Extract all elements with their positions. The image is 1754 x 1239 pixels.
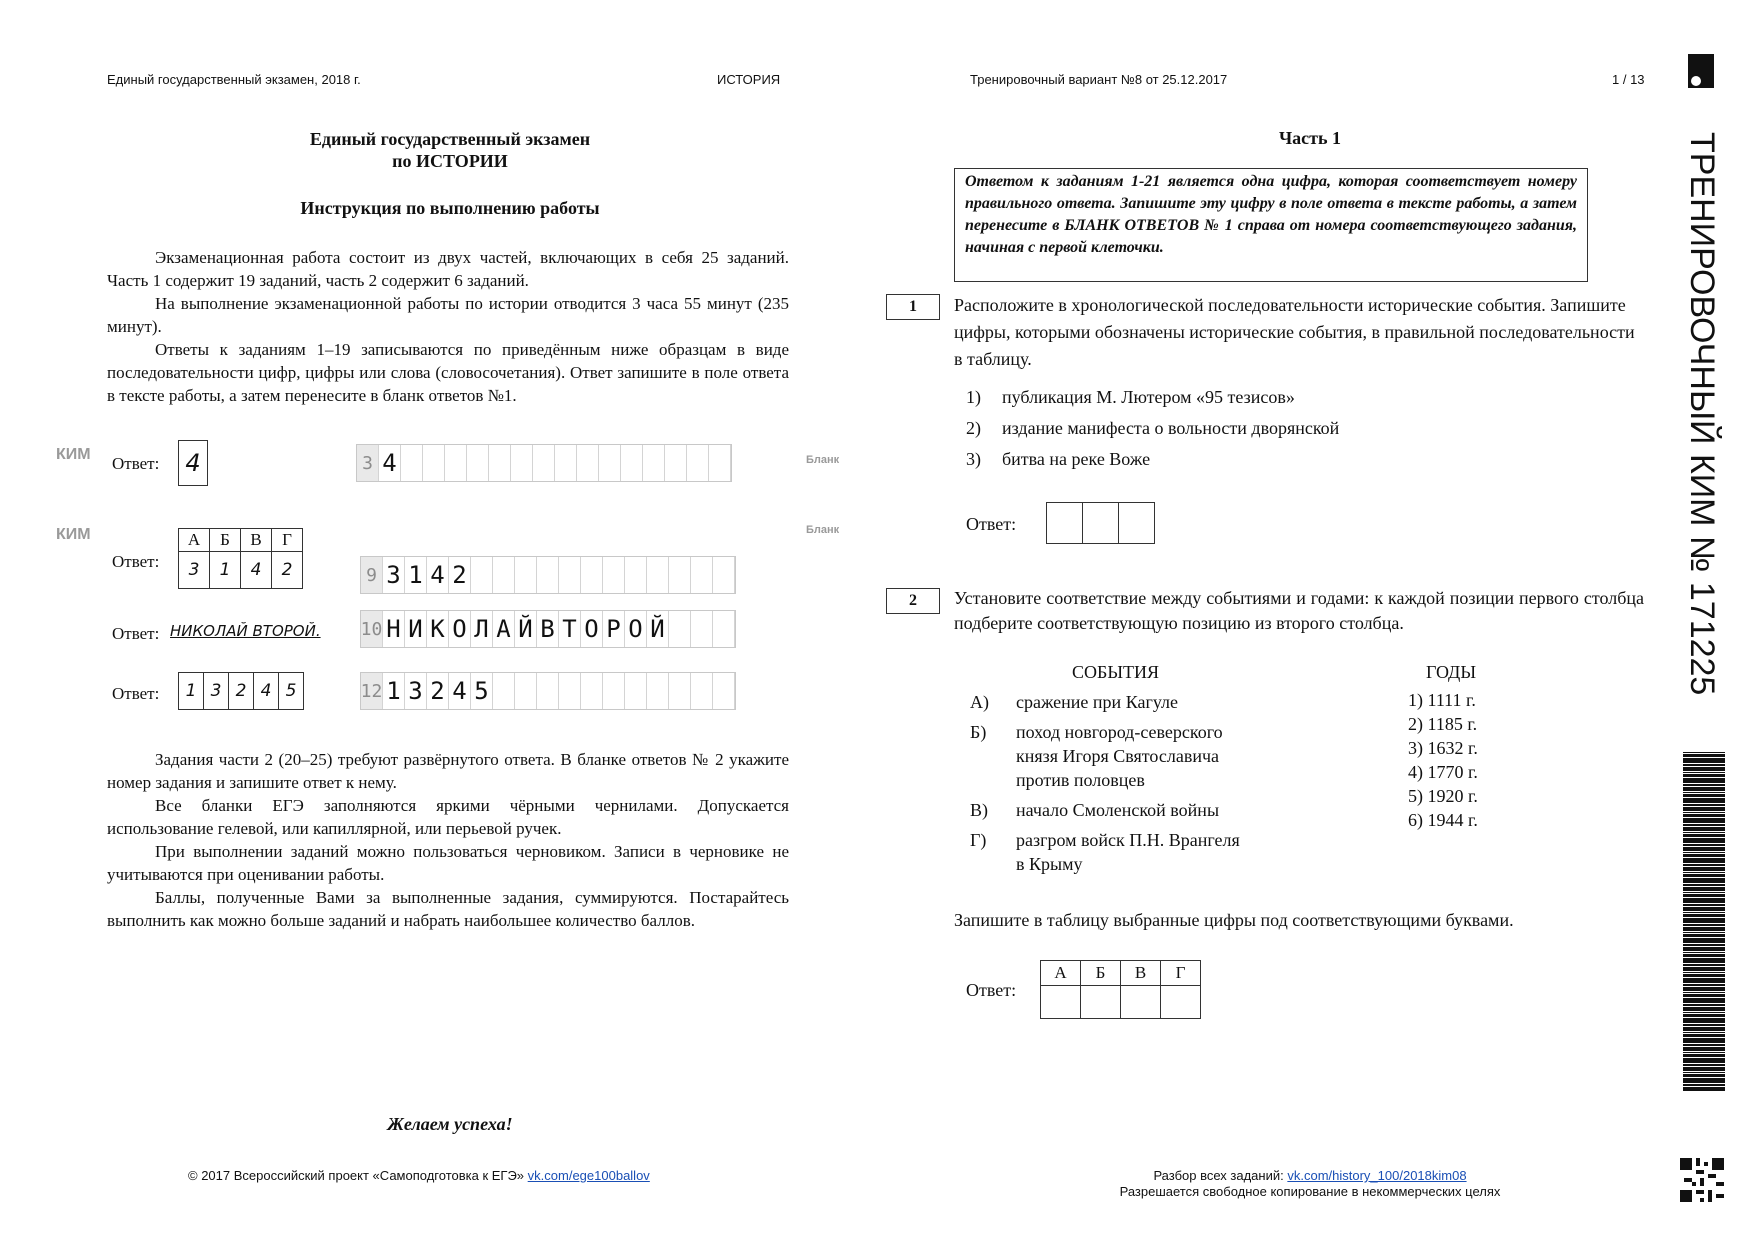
- table-header-cell: Б: [210, 529, 241, 552]
- table-header-cell: Г: [1161, 961, 1201, 986]
- blank-cell: 4: [379, 445, 401, 481]
- answer-label: Ответ:: [112, 624, 160, 643]
- answer-cell[interactable]: [1041, 986, 1081, 1019]
- blank-cell: Р: [603, 611, 625, 647]
- instructions-block-1: [107, 246, 789, 407]
- part-title: Часть 1: [1278, 128, 1342, 148]
- blank-task-number: 9: [361, 557, 383, 593]
- blank-cell: И: [405, 611, 427, 647]
- blank-cell: О: [581, 611, 603, 647]
- task2-text: Установите соответствие между событиями и годами: к каждой позиции первого столбца подберите соответствующую позицию из второго столбца.: [954, 588, 1644, 633]
- answer-cell[interactable]: [1161, 986, 1201, 1019]
- blank-cell: В: [537, 611, 559, 647]
- sequence-cell: 4: [254, 673, 279, 710]
- exam-title: [250, 128, 650, 172]
- blank-task-number: 12: [361, 673, 383, 709]
- table-value-cell: 3: [179, 552, 210, 589]
- list-item: 2) 1185 г.: [1408, 714, 1478, 734]
- years-list: [1408, 688, 1478, 832]
- task1-items: [966, 382, 1339, 475]
- list-item: 3) 1632 г.: [1408, 738, 1478, 758]
- blank-cell: 3: [405, 673, 427, 709]
- blank-cell: О: [449, 611, 471, 647]
- list-item: 1) 1111 г.: [1408, 690, 1476, 710]
- instruction-paragraph: Задания части 2 (20–25) требуют развёрнутого ответа. В бланке ответов № 2 укажите номер задания и запишите ответ к нему.: [107, 750, 789, 792]
- header-page-number: 1 / 13: [1612, 72, 1645, 87]
- list-item: 1) публикация М. Лютером «95 тезисов»: [966, 387, 1295, 407]
- footer-right: [1000, 1168, 1620, 1200]
- events-list: [970, 690, 1290, 876]
- task-number-box: 2: [886, 588, 940, 614]
- footer-left: [188, 1168, 650, 1183]
- task2-instruction: Запишите в таблицу выбранные цифры под соответствующими буквами.: [954, 910, 1514, 930]
- blank-task-number: 10: [361, 611, 383, 647]
- blank-cell: Н: [383, 611, 405, 647]
- blank-cell: О: [625, 611, 647, 647]
- sequence-cell: 3: [204, 673, 229, 710]
- header-subject: ИСТОРИЯ: [717, 72, 781, 87]
- blank-cell: 4: [449, 673, 471, 709]
- list-item: Б) поход новгород-северского князя Игоря Святославича против половцев: [970, 722, 1223, 790]
- answer-label: Ответ:: [112, 684, 160, 703]
- footer-copyright: © 2017 Всероссийский проект «Самоподготовка к ЕГЭ»: [188, 1168, 525, 1183]
- kim-label: КИМ: [56, 446, 91, 463]
- blank-cell: Т: [559, 611, 581, 647]
- list-item: 5) 1920 г.: [1408, 786, 1478, 806]
- blank-example-2: [360, 556, 736, 594]
- blank-cell: 4: [427, 557, 449, 593]
- list-item: Г) разгром войск П.Н. Врангеля в Крыму: [970, 830, 1240, 874]
- kim-answer-text: НИКОЛАЙ ВТОРОЙ.: [170, 622, 321, 640]
- table-header-cell: А: [1041, 961, 1081, 986]
- blank-cell: А: [493, 611, 515, 647]
- blank-label: Бланк: [806, 454, 840, 466]
- years-column-title: ГОДЫ: [1426, 662, 1477, 682]
- instructions-block-2: [107, 748, 789, 932]
- footer-link[interactable]: vk.com/ege100ballov: [527, 1168, 650, 1183]
- table-header-cell: А: [179, 529, 210, 552]
- task1-answer-field[interactable]: [1046, 502, 1155, 544]
- list-item: 3) битва на реке Воже: [966, 449, 1151, 469]
- blank-example-4: [360, 672, 736, 710]
- answer-label: Ответ:: [112, 552, 160, 571]
- answer-label: Ответ:: [966, 514, 1017, 534]
- instruction-paragraph: Экзаменационная работа состоит из двух частей, включающих в себя 25 заданий. Часть 1 содержит 19 заданий, часть 2 содержит 6 заданий.: [107, 248, 789, 290]
- exam-title-line2: по ИСТОРИИ: [392, 151, 508, 171]
- sequence-cell: 1: [179, 673, 204, 710]
- table-header-cell: Г: [272, 529, 303, 552]
- blank-cell: 2: [449, 557, 471, 593]
- sequence-cell: 5: [279, 673, 304, 710]
- header-variant: Тренировочный вариант №8 от 25.12.2017: [970, 72, 1228, 87]
- table-header-cell: Б: [1081, 961, 1121, 986]
- kim-answer-table: [178, 528, 303, 589]
- blank-cell: Л: [471, 611, 493, 647]
- instruction-paragraph: Все бланки ЕГЭ заполняются яркими чёрными чернилами. Допускается использование гелевой, или капиллярной, или перьевой ручек.: [107, 796, 789, 838]
- blank-cell: 2: [427, 673, 449, 709]
- table-value-cell: 1: [210, 552, 241, 589]
- sequence-cell: 2: [229, 673, 254, 710]
- corner-marker-icon: [1688, 54, 1716, 90]
- blank-cell: 1: [405, 557, 427, 593]
- list-item: 2) издание манифеста о вольности дворянской: [966, 418, 1340, 438]
- answer-cell[interactable]: [1121, 986, 1161, 1019]
- wish-text: Желаем успеха!: [387, 1114, 513, 1134]
- footer-line1: Разбор всех заданий: vk.com/history_100/2018kim08: [1153, 1168, 1467, 1183]
- kim-label: КИМ: [56, 526, 91, 543]
- list-item: 6) 1944 г.: [1408, 810, 1478, 830]
- footer-line2: Разрешается свободное копирование в некоммерческих целях: [1119, 1184, 1501, 1199]
- blank-label: Бланк: [806, 524, 840, 536]
- task2-answer-table[interactable]: [1040, 960, 1201, 1019]
- list-item: А) сражение при Кагуле: [970, 692, 1179, 712]
- table-header-cell: В: [241, 529, 272, 552]
- qr-code-icon: [1680, 1158, 1724, 1202]
- blank-cell: 5: [471, 673, 493, 709]
- table-value-cell: 2: [272, 552, 303, 589]
- instruction-paragraph: Ответы к заданиям 1–19 записываются по приведённым ниже образцам в виде последовательности цифр, цифры или слова (словосочетания). Ответ запишите в поле ответа в тексте работы, а затем перенесите в бланк ответов №1.: [107, 340, 789, 405]
- answer-cell[interactable]: [1081, 986, 1121, 1019]
- instruction-paragraph: При выполнении заданий можно пользоваться черновиком. Записи в черновике не учитываются при оценивании работы.: [107, 842, 789, 884]
- blank-cell: Й: [647, 611, 669, 647]
- task1-text: Расположите в хронологической последовательности исторические события. Запишите цифры, которыми обозначены исторические события, в правильной последовательности в таблицу.: [954, 295, 1635, 369]
- notice-box: Ответом к заданиям 1-21 является одна цифра, которая соответствует номеру правильного ответа. Запишите эту цифру в поле ответа в тексте работы, а затем перенесите в БЛАНК ОТВЕТОВ № 1 справа от номера соответствующего задания, начиная с первой клеточки.: [954, 168, 1588, 282]
- kim-answer-sequence: [178, 672, 304, 710]
- kim-answer-box: 4: [178, 440, 208, 486]
- blank-example-3: [360, 610, 736, 648]
- list-item: В) начало Смоленской войны: [970, 800, 1220, 820]
- exam-title-line1: Единый государственный экзамен: [309, 129, 591, 149]
- barcode-icon: [1683, 752, 1725, 1098]
- instruction-paragraph: На выполнение экзаменационной работы по истории отводится 3 часа 55 минут (235 минут).: [107, 294, 789, 336]
- table-value-cell: 4: [241, 552, 272, 589]
- events-column-title: СОБЫТИЯ: [1072, 662, 1160, 682]
- footer-link[interactable]: vk.com/history_100/2018kim08: [1287, 1168, 1467, 1183]
- blank-example-1: [356, 444, 732, 482]
- blank-cell: 1: [383, 673, 405, 709]
- instruction-title: Инструкция по выполнению работы: [300, 198, 600, 218]
- header-exam-title: Единый государственный экзамен, 2018 г.: [107, 72, 361, 87]
- answer-label: Ответ:: [112, 454, 160, 473]
- blank-cell: К: [427, 611, 449, 647]
- blank-cell: Й: [515, 611, 537, 647]
- list-item: 4) 1770 г.: [1408, 762, 1478, 782]
- answer-label: Ответ:: [966, 980, 1017, 1000]
- blank-task-number: 3: [357, 445, 379, 481]
- task-number-box: 1: [886, 294, 940, 320]
- blank-cell: 3: [383, 557, 405, 593]
- table-header-cell: В: [1121, 961, 1161, 986]
- instruction-paragraph: Баллы, полученные Вами за выполненные задания, суммируются. Постарайтесь выполнить как можно больше заданий и набрать наибольшее количество баллов.: [107, 888, 789, 930]
- vertical-kim-label: ТРЕНИРОВОЧНЫЙ КИМ № 171225: [1683, 132, 1721, 696]
